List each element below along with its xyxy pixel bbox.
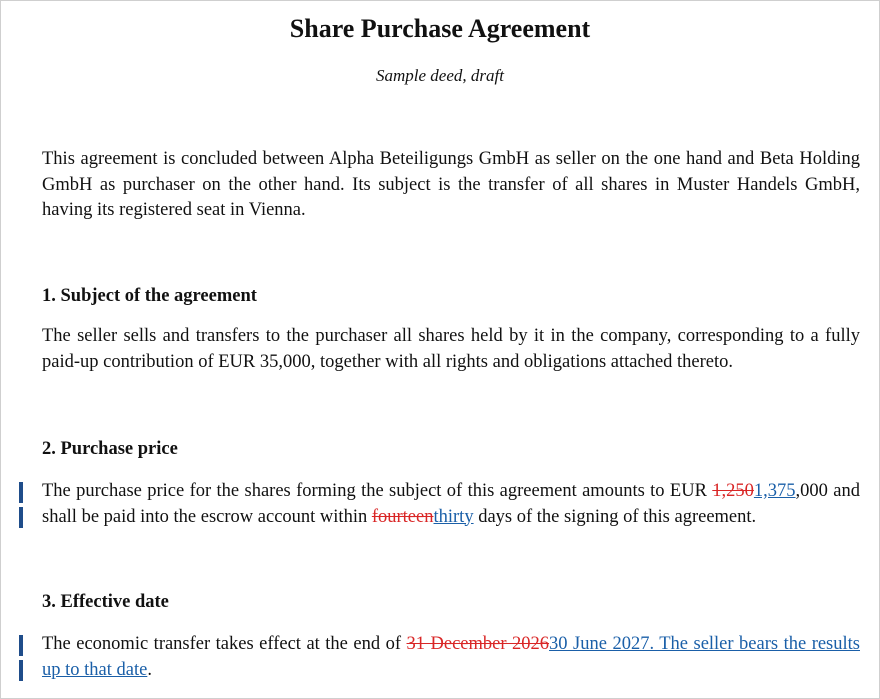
section-2-paragraph (42, 479, 860, 530)
deleted-text: 1,250 (712, 481, 754, 501)
section-2-heading: 2. Purchase price (42, 439, 178, 459)
section-1-paragraph: The seller sells and transfers to the purchaser all shares held by it in the company, corresponding to a fully paid-up contribution of EUR 35,000, together with all rights and obligations attached thereto. (42, 326, 860, 372)
inserted-text: 1,375 (753, 481, 796, 501)
document-subtitle: Sample deed, draft (376, 66, 504, 85)
paragraph-text: . (147, 659, 152, 680)
change-bar (19, 482, 23, 503)
deleted-text: 31 December 2026 (406, 634, 550, 654)
paragraph-text: ,000 and shall be paid into the escrow account within (42, 481, 860, 527)
intro-paragraph: This agreement is concluded between Alpha Beteiligungs GmbH as seller on the one hand and Beta Holding GmbH as purchaser on the other hand. Its subject is the transfer of all shares in Muster Handels GmbH, having its registered seat in Vienna. (42, 149, 860, 220)
inserted-text: thirty (433, 506, 474, 527)
section-3-paragraph (42, 632, 860, 683)
paragraph-text: The purchase price for the shares forming the subject of this agreement amounts to EUR (42, 481, 713, 501)
section-3-heading: 3. Effective date (42, 592, 169, 612)
change-bar (19, 635, 23, 656)
change-bar (19, 507, 23, 528)
inserted-text: 30 June 2027. The seller bears the results up to that date (42, 634, 860, 680)
document-title: Share Purchase Agreement (289, 14, 591, 43)
deleted-text: fourteen (371, 506, 434, 527)
paragraph-text: days of the signing of this agreement. (473, 506, 757, 527)
paragraph-text: The economic transfer takes effect at the end of (42, 634, 407, 654)
change-bar (19, 660, 23, 681)
section-1-heading: 1. Subject of the agreement (42, 286, 257, 306)
